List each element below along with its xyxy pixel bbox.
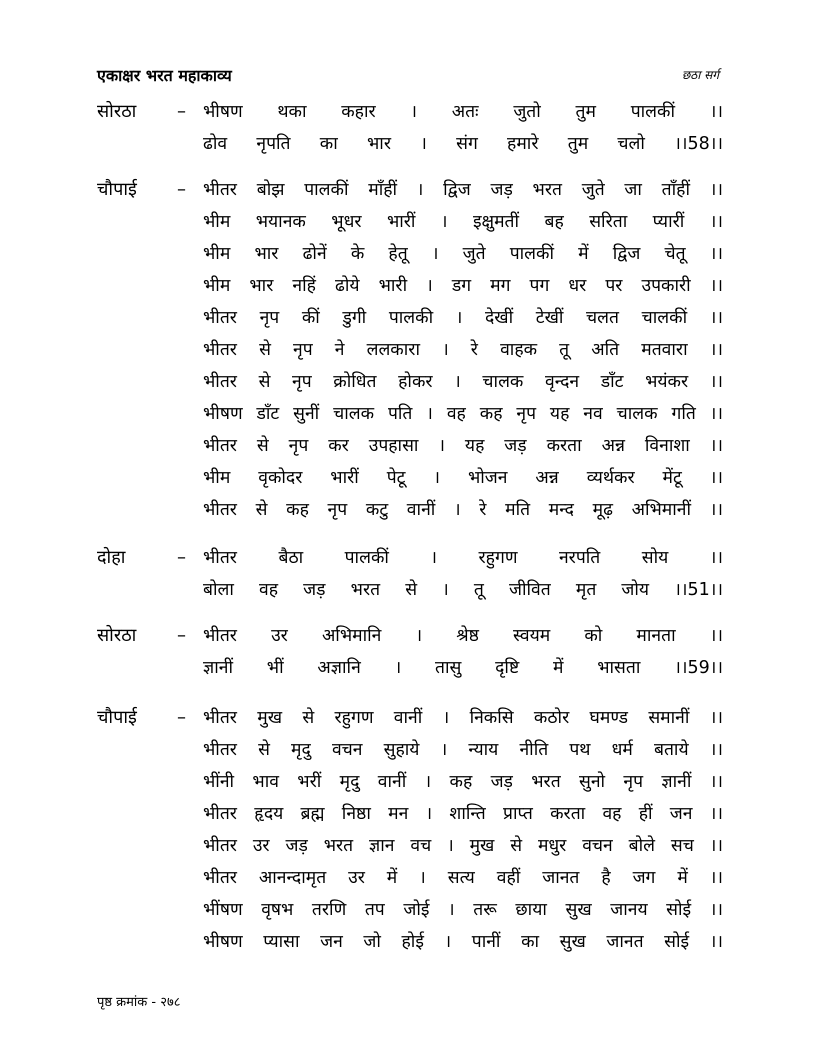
- verse-lines: [203, 702, 723, 958]
- verse-line: भीतर मुख से रहुगण वानीं । निकसि कठोर घमण्ड समानीं ।।: [203, 708, 723, 728]
- verse-line: भीतर से नृप ने ललकारा । रे वाहक तू अति मतवारा ।।: [203, 340, 723, 360]
- stanza-label: दोहा: [97, 547, 126, 568]
- verse-line: भीतर बोझ पालकीं माँहीं । द्विज जड़ भरत जुते जा ताँहीं ।।: [203, 180, 723, 200]
- verse-lines: [203, 542, 723, 606]
- stanza-label: सोरठा: [97, 625, 137, 646]
- verse-line: भीम भार नहिं ढोये भारी । डग मग पग धर पर उपकारी ।।: [203, 276, 723, 296]
- stanza-label: चौपाई: [97, 707, 137, 728]
- verse-line: भीतर उर जड़ भरत ज्ञान वच । मुख से मधुर वचन बोले सच ।।: [203, 836, 723, 856]
- verse-lines: [203, 96, 723, 160]
- verse-line: भीतर बैठा पालकीं । रहुगण नरपति सोय ।।: [203, 548, 723, 568]
- stanza-dash: –: [177, 179, 186, 200]
- stanza-dash: –: [177, 625, 186, 646]
- verse-line: बोला वह जड़ भरत से । तू जीवित मृत जोय ।।51।।: [203, 580, 723, 600]
- verse-line: ढोव नृपति का भार । संग हमारे तुम चलो ।।58।।: [203, 134, 723, 154]
- verse-line: भीम वृकोदर भारीं पेटू । भोजन अन्न व्यर्थकर मेंटू ।।: [203, 468, 723, 488]
- stanza-dash: –: [177, 547, 186, 568]
- verse-line: भीतर नृप कीं डुगी पालकी । देखीं टेखीं चलत चालकीं ।।: [203, 308, 723, 328]
- verse-line: भीषण थका कहार । अतः जुतो तुम पालकीं ।।: [203, 102, 723, 122]
- verse-line: भीतर से नृप क्रोधित होकर । चालक वृन्दन डाँट भयंकर ।।: [203, 372, 723, 392]
- verse-line: भींषण वृषभ तरणि तप जोई । तरू छाया सुख जानय सोई ।।: [203, 900, 723, 920]
- section-label: छठा सर्ग: [681, 68, 719, 82]
- stanza-label: सोरठा: [97, 101, 137, 122]
- verse-line: भीषण डाँट सुनीं चालक पति । वह कह नृप यह नव चालक गति ।।: [203, 404, 723, 424]
- stanza-dash: –: [177, 101, 186, 122]
- verse-line: भीतर आनन्दामृत उर में । सत्य वहीं जानत है जग में ।।: [203, 868, 723, 888]
- verse-line: भीतर हृदय ब्रह्म निष्ठा मन । शान्ति प्राप्त करता वह हीं जन ।।: [203, 804, 723, 824]
- stanza-dash: –: [177, 707, 186, 728]
- verse-lines: [203, 174, 723, 526]
- page-number: पृष्ठ क्रमांक - २७८: [97, 995, 181, 1010]
- verse-line: भीतर से कह नृप कटु वानीं । रे मति मन्द मूढ़ अभिमानीं ।।: [203, 500, 723, 520]
- verse-line: भीषण प्यासा जन जो होई । पानीं का सुख जानत सोई ।।: [203, 932, 723, 952]
- verse-line: भीतर उर अभिमानि । श्रेष्ठ स्वयम को मानता ।।: [203, 626, 723, 646]
- verse-line: भीतर से नृप कर उपहासा । यह जड़ करता अन्न विनाशा ।।: [203, 436, 723, 456]
- stanza-label: चौपाई: [97, 179, 137, 200]
- verse-line: भीम भार ढोनें के हेतू । जुते पालकीं में द्विज चेतू ।।: [203, 244, 723, 264]
- verse-line: भीतर से मृदु वचन सुहाये । न्याय नीति पथ धर्म बताये ।।: [203, 740, 723, 760]
- header-title: एकाक्षर भरत महाकाव्य: [97, 66, 232, 85]
- verse-lines: [203, 620, 723, 684]
- verse-line: भीम भयानक भूधर भारीं । इक्षुमतीं बह सरिता प्यारीं ।।: [203, 212, 723, 232]
- verse-line: भींनी भाव भरीं मृदु वानीं । कह जड़ भरत सुनो नृप ज्ञानीं ।।: [203, 772, 723, 792]
- verse-line: ज्ञानीं भीं अज्ञानि । तासु दृष्टि में भासता ।।59।।: [203, 658, 723, 678]
